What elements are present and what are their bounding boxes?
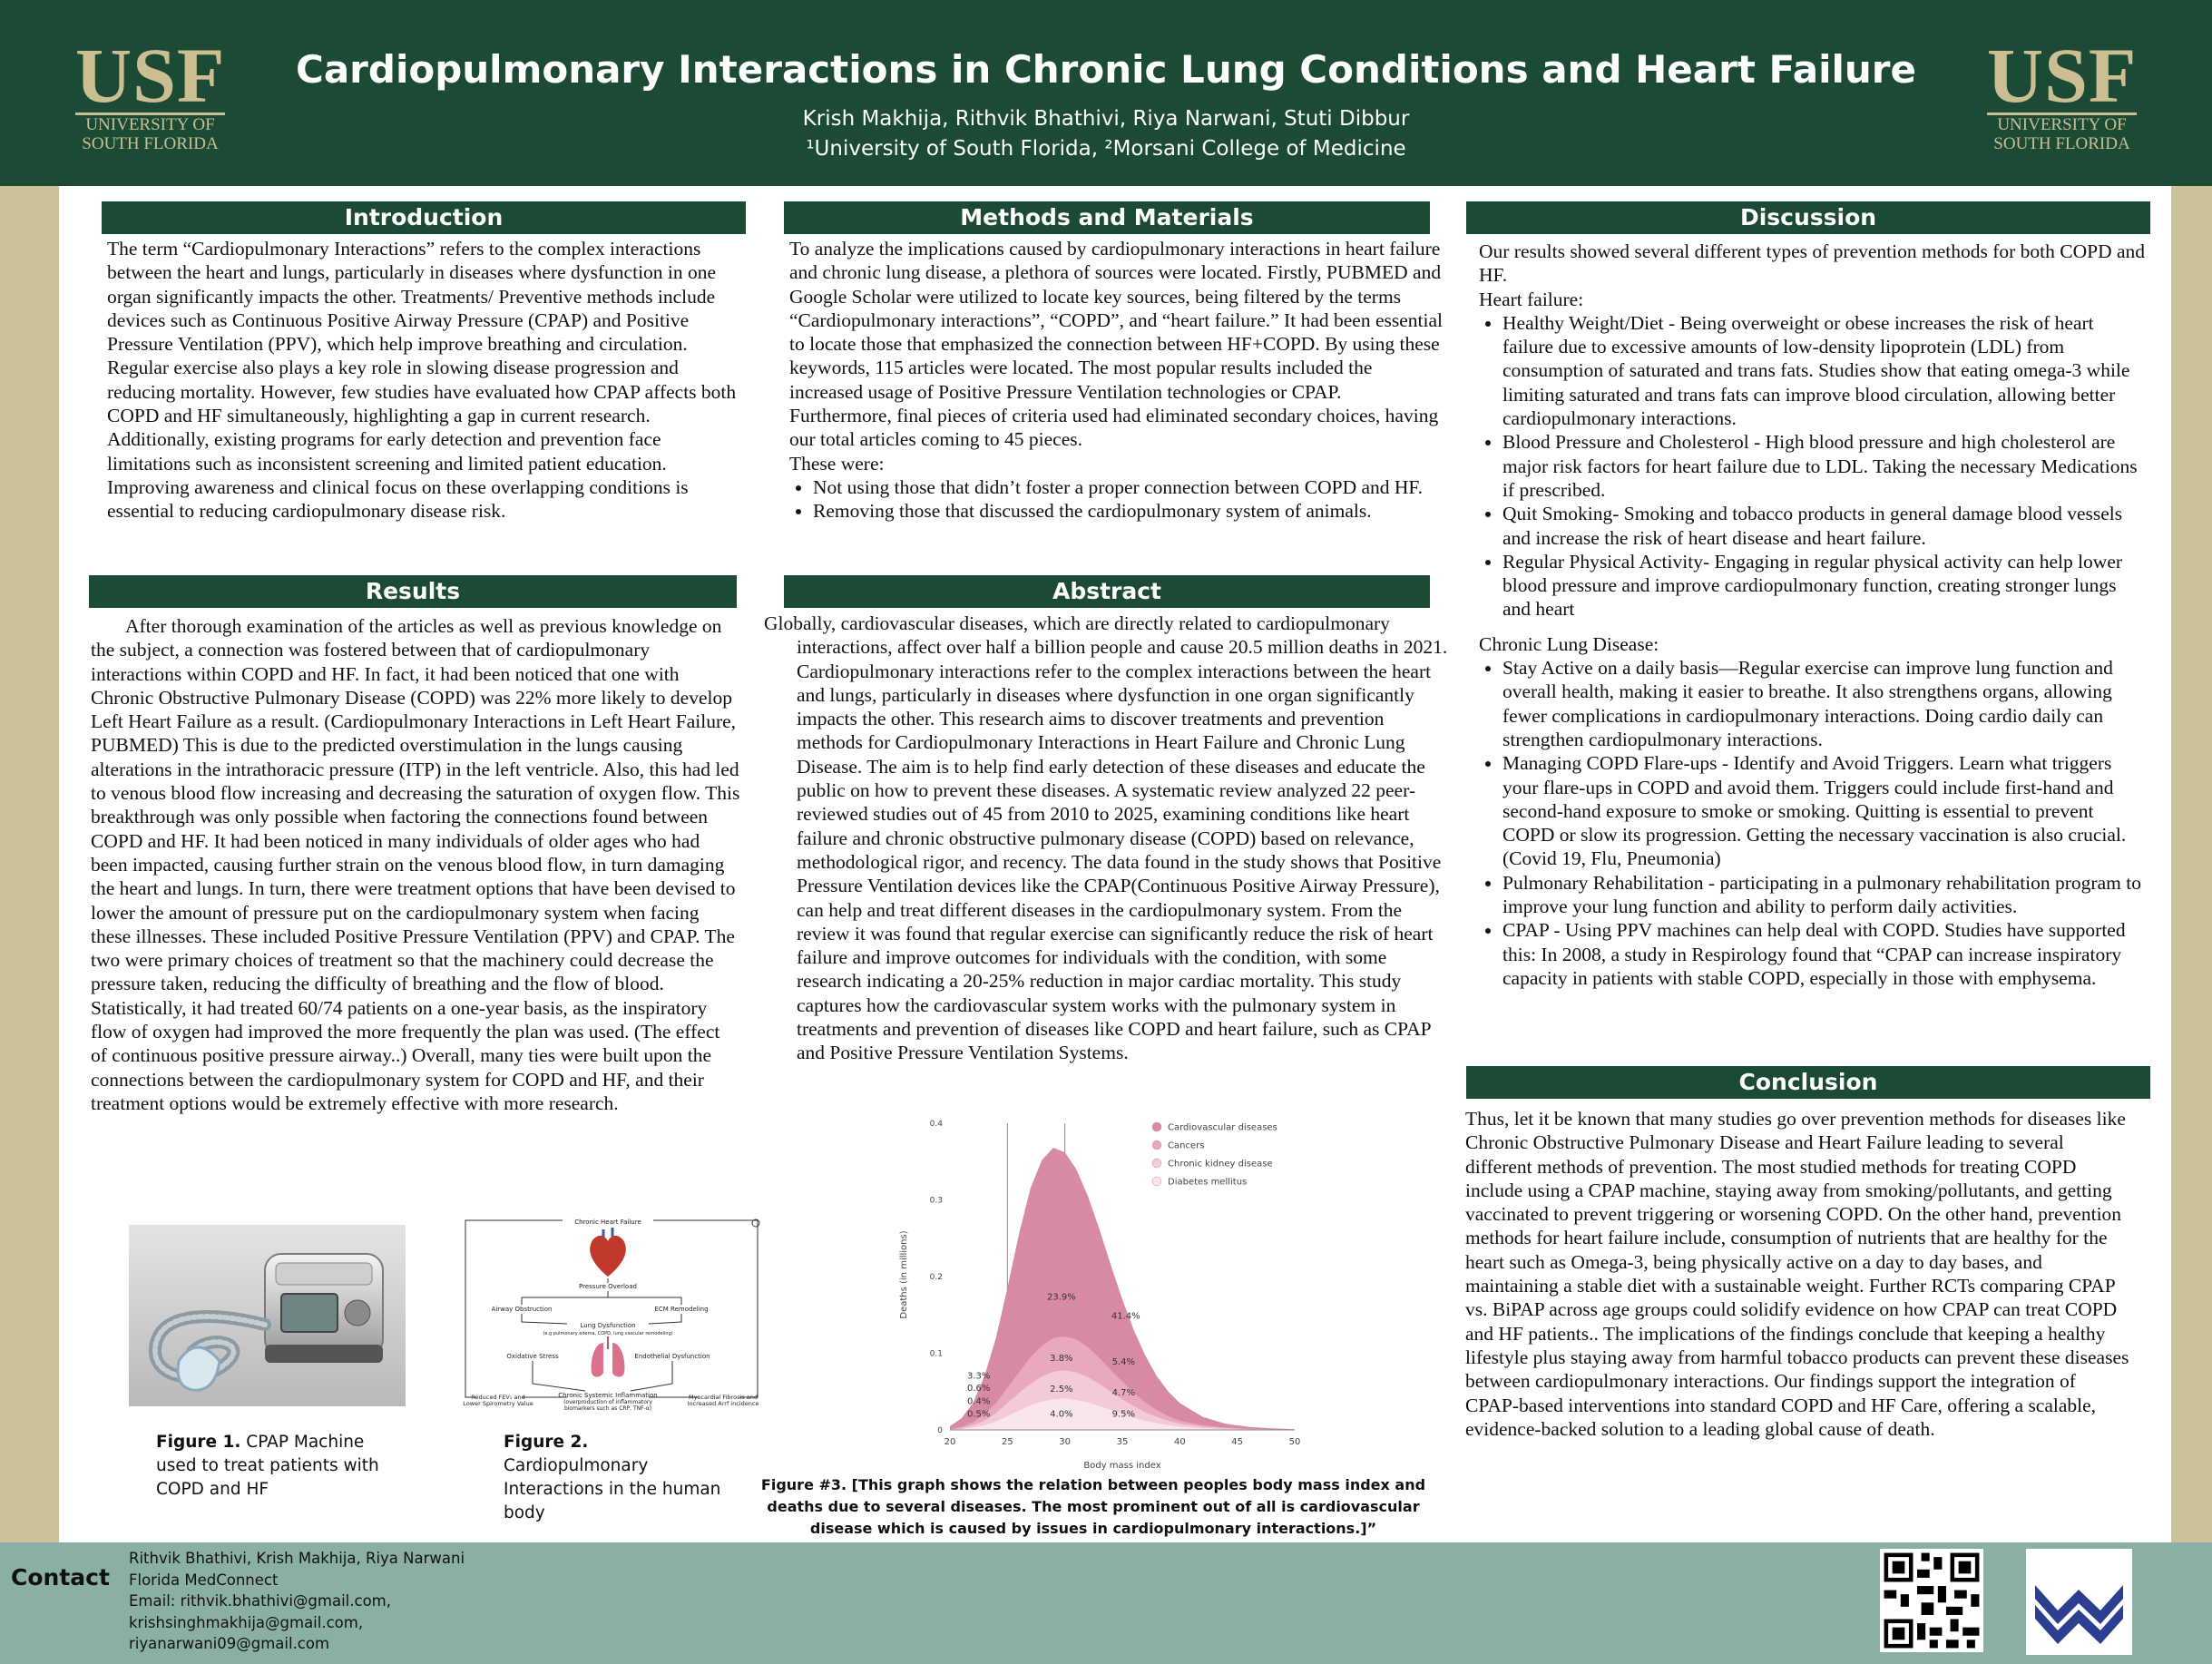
chart-x-tick-label: 35 (1116, 1437, 1129, 1447)
contact-line: Rithvik Bhathivi, Krish Makhija, Riya Narwani (129, 1550, 465, 1567)
diagram-label: Endothelial Dysfunction (634, 1353, 710, 1360)
diagram-label: Airway Obstruction (491, 1306, 553, 1313)
figure3-caption: Figure #3. [This graph shows the relation between peoples body mass index and deaths due to several diseases. The most prominent out of all is cardiovascular disease which is caused by issues in cardiopulmonary interactions.]” (760, 1476, 1426, 1537)
methods-text (789, 237, 1443, 524)
results-heading: Results (89, 575, 737, 608)
diagram-label: Pressure Overload (579, 1283, 637, 1290)
poster-affiliation: ¹University of South Florida, ²Morsani College of Medicine (806, 137, 1406, 161)
diagram-label: Reduced FEV₁ and (471, 1394, 525, 1401)
logo-text: USF (75, 32, 226, 119)
discussion-text (1479, 240, 2147, 990)
chart-legend-swatch (1152, 1122, 1161, 1131)
chart-data-label: 5.4% (1111, 1357, 1135, 1368)
chart-legend-label: Cancers (1168, 1140, 1205, 1151)
diagram-label: Chronic Heart Failure (574, 1219, 641, 1226)
qr-code-icon[interactable] (1880, 1549, 1983, 1652)
chart-y-axis-label: Deaths (in millions) (899, 1230, 909, 1319)
diagram-label: (e.g pulmonary edema, COPD, lung vascular remodeling) (543, 1331, 673, 1336)
chart-legend-swatch (1152, 1140, 1161, 1150)
introduction-text (107, 237, 742, 524)
methods-list-intro: These were: (789, 452, 885, 475)
chart-legend-label: Diabetes mellitus (1168, 1177, 1248, 1188)
list-item: • Stay Active on a daily basis—Regular exercise can improve lung function and overall health, making it easier to breathe. It also strengthens organs, allowing fewer complications in cardiopulmonary interactions. Doing cardio daily can strengthen cardiopulmonary interactions. (1502, 656, 2147, 751)
logo-subtext: SOUTH FLORIDA (1993, 134, 2130, 153)
figure2-caption-text: Cardiopulmonary Interactions in the human body (504, 1456, 721, 1522)
conclusion-paragraph: Thus, let it be known that many studies go over prevention methods for diseases like Chronic Obstructive Pulmonary Disease and Heart Failure leading to several different methods of prevention. The most studied methods for treating COPD include using a CPAP machine, staying away from smoking/pollutants, and getting vaccinated to prevent triggering or worsening COPD. On the other hand, prevention methods for heart failure include, consumption of nutrients that are healthy for the heart such as Omega-3, being physically active on a day to day bases, and maintaining a stable diet with a sustainable weight. Further RCTs comparing CPAP vs. BiPAP across age groups could solidify evidence on how CPAP can treat COPD and HF patients.. The implications of the findings conclude that keeping a healthy lifestyle plus staying away from harmful tobacco products can prevent these diseases between cardiopulmonary interactions. Our findings support the integration of CPAP-based interventions into standard COPD and HF Care, offering a scalable, evidence-backed solution to a leading global cause of death. (1465, 1108, 2129, 1440)
chart-y-tick-label: 0.1 (929, 1349, 943, 1359)
discussion-heading: Discussion (1466, 201, 2150, 234)
diagram-label: biomarkers such as CRP, TNF-α) (563, 1405, 652, 1412)
contact-email[interactable]: krishsinghmakhija@gmail.com, (129, 1613, 364, 1631)
contact-email[interactable]: Email: rithvik.bhathivi@gmail.com, (129, 1592, 391, 1610)
diagram-label: Myocardial Fibrosis and (689, 1394, 758, 1401)
usf-logo-right (1987, 32, 2138, 153)
results-paragraph: After thorough examination of the articles as well as previous knowledge on the subject, a connection was fostered between that of cardiopulmonary interactions within COPD and HF. In fact, it had been noticed that one with Chronic Obstructive Pulmonary Disease (COPD) was 22% more likely to develop Left Heart Failure as a result. (Cardiopulmonary Interactions in Left Heart Failure, PUBMED) This is due to the predicted overstimulation in the lungs causing alterations in the intrathoracic pressure (ITP) in the left ventricle. Also, this had led to venous blood flow increasing and decreasing the saturation of oxygen flow. This breakthrough was only possible when factoring the connections found between COPD and HF. It had been noticed in many individuals of older ages who had been impacted, causing further strain on the venous blood flow, in turn damaging the heart and lungs. In turn, there were treatment options that have been devised to lower the amount of pressure put on the cardiopulmonary system when facing these illnesses. These included Positive Pressure Ventilation (PPV) and CPAP. The two were primary choices of treatment so that the machinery could decrease the pressure taken, reducing the difficulty of breathing and the flow of blood. Statistically, it had treated 60/74 patients on a one-year basis, as the inspiratory flow of oxygen had improved the more frequently the plan was used. (The effect of continuous positive pressure airway..) Overall, many ties were built upon the connections between the cardiopulmonary system for COPD and HF, and their treatment options would be extremely effective with more research. (91, 615, 740, 1114)
chart-y-tick-label: 0.4 (929, 1120, 943, 1129)
usf-logo-left (75, 32, 226, 153)
figure1-caption (156, 1431, 383, 1502)
discussion-intro: Our results showed several different types of prevention methods for both COPD and HF. (1479, 240, 2146, 287)
logo-subtext: UNIVERSITY OF (85, 115, 215, 134)
chart-data-label: 3.3% (966, 1371, 991, 1382)
cpap-machine-image (129, 1225, 406, 1406)
poster-header (0, 0, 2212, 186)
list-item: • CPAP - Using PPV machines can help deal with COPD. Studies have supported this: In 2008, a study in Respirology found that “CPAP can increase inspiratory capacity in patients with stable COPD, especially in those with emphysema. (1502, 918, 2147, 990)
chart-x-tick-label: 30 (1059, 1437, 1072, 1447)
chart-data-label: 3.8% (1050, 1353, 1073, 1364)
chart-y-tick-label: 0.3 (929, 1196, 943, 1206)
contact-line: Florida MedConnect (129, 1571, 279, 1589)
cardiopulmonary-diagram (458, 1211, 767, 1420)
poster-title: Cardiopulmonary Interactions in Chronic Lung Conditions and Heart Failure (296, 47, 1916, 92)
logo-subtext: SOUTH FLORIDA (82, 134, 219, 153)
abstract-heading: Abstract (784, 575, 1430, 608)
heart-failure-bullets (1479, 311, 2147, 622)
bmi-deaths-chart (876, 1109, 1329, 1481)
chart-legend-label: Chronic kidney disease (1168, 1159, 1273, 1170)
chart-legend-swatch (1152, 1159, 1161, 1168)
lungs-icon (592, 1336, 625, 1377)
methods-heading: Methods and Materials (784, 201, 1430, 234)
chart-y-tick-label: 0 (937, 1426, 943, 1435)
list-item: • Pulmonary Rehabilitation - participating in a pulmonary rehabilitation program to improve your lung function and ability to perform daily activities. (1502, 871, 2147, 919)
chart-legend (1152, 1122, 1277, 1188)
poster-authors: Krish Makhija, Rithvik Bhathivi, Riya Narwani, Stuti Dibbur (802, 107, 1410, 131)
diagram-label: Lung Dysfunction (580, 1322, 636, 1329)
diagram-label: Increased Arrf incidence (687, 1400, 759, 1407)
chart-x-tick-label: 40 (1173, 1437, 1186, 1447)
conclusion-text (1465, 1107, 2133, 1441)
contact-details (129, 1548, 465, 1655)
florida-medconnect-logo (2026, 1549, 2132, 1655)
list-item: • Not using those that didn’t foster a proper connection between COPD and HF. (813, 475, 1443, 499)
diagram-label: Oxidative Stress (506, 1353, 559, 1360)
figure1-label: Figure 1. (156, 1433, 241, 1452)
figure1-caption-text: CPAP Machine used to treat patients with COPD and HF (156, 1433, 379, 1499)
introduction-heading: Introduction (102, 201, 746, 234)
chart-data-label: 2.5% (1050, 1384, 1073, 1395)
heart-icon (590, 1228, 626, 1277)
chart-data-label: 23.9% (1046, 1292, 1076, 1303)
chronic-lung-label: Chronic Lung Disease: (1479, 632, 1659, 655)
chart-x-tick-label: 45 (1231, 1437, 1244, 1447)
logo-subtext: UNIVERSITY OF (1997, 115, 2127, 134)
chart-legend-label: Cardiovascular diseases (1168, 1122, 1277, 1133)
abstract-paragraph: Globally, cardiovascular diseases, which are directly related to cardiopulmonary interactions, affect over half a billion people and cause 20.5 million deaths in 2021. Cardiopulmonary interactions refer to the complex interactions between the heart and lungs, particularly in diseases where dysfunction in one organ significantly impacts the other. This research aims to discover treatments and prevention methods for Cardiopulmonary Interactions in Heart Failure and Chronic Lung Disease. The aim is to help find early detection of these diseases and educate the public on how to prevent these diseases. A systematic review analyzed 22 peer-reviewed studies out of 45 from 2010 to 2025, examining conditions like heart failure and chronic obstructive pulmonary disease (COPD) based on relevance, methodological rigor, and recency. The data found in the study shows that Positive Pressure Ventilation devices like the CPAP(Continuous Positive Airway Pressure), can help and treat different diseases in the cardiopulmonary system. From the review it was found that regular exercise can significantly reduce the risk of heart failure and improve outcomes for individuals with the condition, with some research indicating a 20-25% reduction in major cardiac mortality. This study captures how the cardiovascular system works with the pulmonary system in treatments and prevention of diseases like COPD and heart failure, such as CPAP and Positive Pressure Ventilation Systems. (764, 612, 1448, 1064)
diagram-label: ECM Remodeling (654, 1306, 709, 1313)
list-item: • Healthy Weight/Diet - Being overweight or obese increases the risk of heart failure due to excessive amounts of low-density lipoprotein (LDL) from consumption of saturated and trans fats. Studies show that eating omega-3 while limiting saturated and trans fats can improve blood circulation, allowing better cardiopulmonary interactions. (1502, 311, 2147, 430)
chart-y-tick-label: 0.2 (929, 1273, 943, 1282)
list-item: • Blood Pressure and Cholesterol - High blood pressure and high cholesterol are major risk factors for heart failure due to LDL. Taking the necessary Medications if prescribed. (1502, 430, 2147, 502)
chart-data-label: 0.6% (966, 1383, 991, 1394)
methods-bullets (789, 475, 1443, 524)
chart-data-label: 4.0% (1050, 1409, 1073, 1420)
chart-data-label: 41.4% (1111, 1311, 1140, 1322)
methods-paragraph: To analyze the implications caused by cardiopulmonary interactions in heart failure and chronic lung disease, a plethora of sources were located. Firstly, PUBMED and Google Scholar were utilized to locate key sources, being filtered by the terms “Cardiopulmonary interactions”, “COPD”, and “heart failure.” It had been essential to locate those that emphasized the connection between HF+COPD. By using these keywords, 115 articles were located. The most popular results included the increased usage of Positive Pressure Ventilation technologies or CPAP. Furthermore, final pieces of criteria used had eliminated secondary choices, having our total articles coming to 45 pieces. (789, 238, 1443, 451)
chart-x-tick-label: 25 (1001, 1437, 1013, 1447)
contact-label: Contact (11, 1564, 110, 1591)
chronic-lung-bullets (1479, 656, 2147, 990)
chart-x-tick-label: 50 (1288, 1437, 1301, 1447)
diagram-label: (overproduction of inflammatory (563, 1399, 652, 1405)
abstract-text (764, 612, 1453, 1065)
figure2-label: Figure 2. (504, 1433, 589, 1452)
logo-text: USF (1987, 32, 2138, 119)
diagram-label: Chronic Systemic Inflammation (558, 1392, 658, 1399)
chart-x-tick-label: 20 (944, 1437, 956, 1447)
list-item: • Regular Physical Activity- Engaging in regular physical activity can help lower blood pressure and improve cardiopulmonary function, creating stronger lungs and heart (1502, 550, 2147, 622)
figure2-caption (504, 1431, 730, 1525)
chart-data-label: 0.5% (966, 1409, 991, 1420)
diagram-label: Lower Spirometry Value (463, 1400, 533, 1407)
chart-data-label: 4.7% (1111, 1387, 1135, 1398)
conclusion-heading: Conclusion (1466, 1066, 2150, 1099)
chart-data-label: 9.5% (1111, 1409, 1135, 1420)
introduction-paragraph: The term “Cardiopulmonary Interactions” refers to the complex interactions between the heart and lungs, particularly in diseases where dysfunction in one organ significantly impacts the other. Treatments/ Preventive methods include devices such as Continuous Positive Airway Pressure (CPAP) and Positive Pressure Ventilation (PPV), which help improve breathing and circulation. Regular exercise also plays a key role in slowing disease progression and reducing mortality. However, few studies have evaluated how CPAP affects both COPD and HF simultaneously, highlighting a gap in current research. Additionally, existing programs for early detection and prevention face limitations such as inconsistent screening and limited patient education. Improving awareness and clinical focus on these overlapping conditions is essential to reducing cardiopulmonary disease risk. (107, 238, 737, 523)
list-item: • Removing those that discussed the cardiopulmonary system of animals. (813, 499, 1443, 523)
results-text (91, 614, 740, 1115)
heart-failure-label: Heart failure: (1479, 288, 1584, 310)
list-item: • Managing COPD Flare-ups - Identify and Avoid Triggers. Learn what triggers your flare-ups in COPD and avoid them. Triggers could include first-hand and second-hand exposure to smoke or smoking. Quitting is essential to prevent COPD or slow its progression. Getting the necessary vaccination is also crucial. (Covid 19, Flu, Pneumonia) (1502, 751, 2147, 870)
chart-data-label: 0.4% (966, 1396, 991, 1407)
contact-email[interactable]: riyanarwani09@gmail.com (129, 1635, 330, 1652)
chart-x-axis-label: Body mass index (1083, 1461, 1161, 1471)
list-item: • Quit Smoking- Smoking and tobacco products in general damage blood vessels and increase the risk of heart disease and heart failure. (1502, 502, 2147, 550)
chart-legend-swatch (1152, 1177, 1161, 1186)
